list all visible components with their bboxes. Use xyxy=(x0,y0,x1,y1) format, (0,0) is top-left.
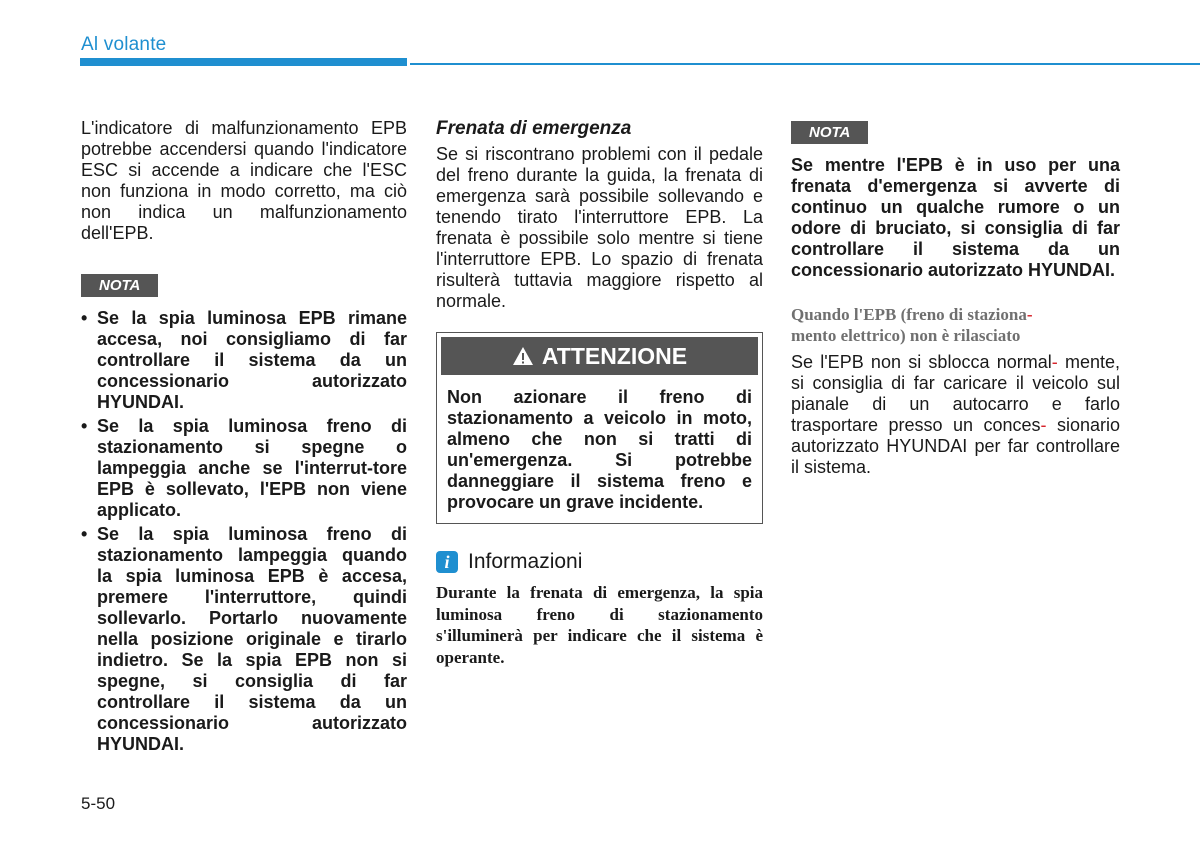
epb-not-released-body xyxy=(791,352,1120,478)
subtitle-line-2: mento elettrico) non è rilasciato xyxy=(791,326,1021,345)
page-number: 5-50 xyxy=(81,794,116,813)
body-line-3: sionario autorizzato HYUNDAI per far controllare il sistema. xyxy=(791,415,1120,477)
header-rule xyxy=(410,63,1200,65)
info-text: Durante la frenata di emergenza, la spia luminosa freno di stazionamento s'illuminerà per indicare che il sistema è operante. xyxy=(436,583,763,667)
info-icon: i xyxy=(436,551,458,573)
subtitle-line-1: Quando l'EPB (freno di staziona xyxy=(791,305,1027,324)
hyphen-mark: - xyxy=(1026,305,1033,324)
body-line-2: mente, si consiglia di far caricare il veicolo sul pianale di un autocarro e farlo trasportare presso un conces xyxy=(791,352,1120,435)
section-header-title: Al volante xyxy=(81,34,167,55)
info-header xyxy=(436,550,763,574)
epb-not-released-subtitle xyxy=(791,304,1120,346)
list-item: • Se la spia luminosa EPB rimane accesa, noi consigliamo di far controllare il sistema da un concessionario autorizzato HYUNDAI. xyxy=(81,308,407,413)
list-item: • Se la spia luminosa freno di stazionamento si spegne o lampeggia anche se l'interrut-tore EPB è sollevato, l'EPB non viene applicato. xyxy=(81,416,407,521)
body-line-1: Se l'EPB non si sblocca normal xyxy=(791,352,1052,372)
nota-badge: NOTA xyxy=(81,274,158,297)
nota-badge: NOTA xyxy=(791,121,868,144)
middle-column xyxy=(436,118,763,668)
nota-bullet-list xyxy=(81,308,407,755)
emergency-braking-title: Frenata di emergenza xyxy=(436,118,632,139)
list-item: • Se la spia luminosa freno di stazionamento lampeggia quando la spia luminosa EPB è accesa, premere l'interruttore, quindi sollevarlo. Portarlo nuovamente nella posizione originale e tirarlo indietro. Se la spia EPB non si spegne, si consiglia di far controllare il sistema da un concessionario autorizzato HYUNDAI. xyxy=(81,524,407,755)
emergency-braking-body: Se si riscontrano problemi con il pedale del freno durante la guida, la frenata di emergenza sarà possibile sollevando e tenendo tirato l'interruttore EPB. La frenata è possibile solo mentre si tiene l'interruttore EPB. Lo spazio di frenata risulterà tuttavia maggiore rispetto al normale. xyxy=(436,144,763,311)
epb-malfunction-intro: L'indicatore di malfunzionamento EPB potrebbe accendersi quando l'indicatore ESC si accende a indicare che l'ESC non funziona in modo corretto, ma ciò non indica un malfunzionamento dell'EPB. xyxy=(81,118,407,243)
right-column xyxy=(791,121,1120,478)
warning-triangle-icon xyxy=(512,346,534,366)
warning-label: ATTENZIONE xyxy=(541,342,688,369)
warning-header xyxy=(441,337,758,375)
header-accent-bar xyxy=(80,58,407,66)
info-title: Informazioni xyxy=(468,550,583,573)
hyphen-mark: - xyxy=(1051,352,1058,372)
warning-box xyxy=(436,332,763,524)
hyphen-mark: - xyxy=(1040,415,1047,435)
warning-text: Non azionare il freno di stazionamento a veicolo in moto, almeno che non si tratti di un'emergenza. Si potrebbe danneggiare il sistema freno e provocare un grave incidente. xyxy=(447,387,752,512)
left-column xyxy=(81,118,407,758)
nota-text: Se mentre l'EPB è in uso per una frenata d'emergenza si avverte di continuo un qualche rumore o un odore di bruciato, si consiglia di far controllare il sistema da un concessionario autorizzato HYUNDAI. xyxy=(791,155,1120,280)
